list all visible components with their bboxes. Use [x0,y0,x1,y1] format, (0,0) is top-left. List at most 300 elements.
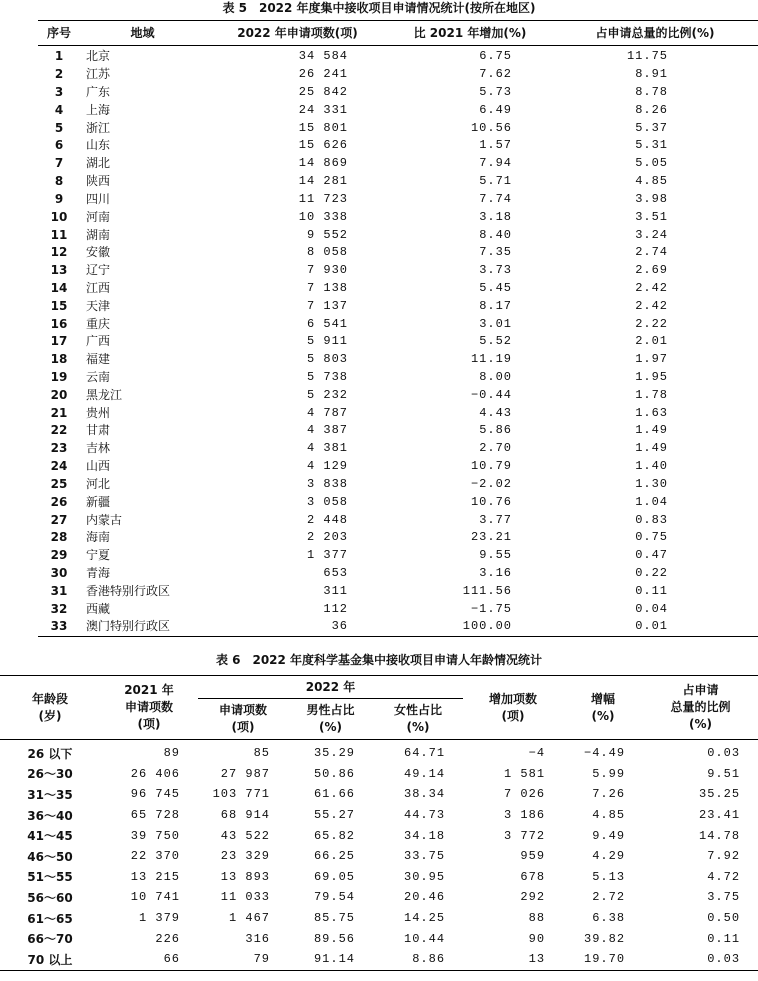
cell-share: 11.75 [626,49,668,64]
cell-region: 宁夏 [86,548,111,563]
cell-seq: 22 [50,423,68,438]
cell-male-ratio: 35.29 [313,746,355,761]
cell-applications-2022: 27 987 [220,766,270,781]
cell-region: 山东 [86,138,111,153]
apps-header-line2: (项) [231,720,255,734]
cell-share: 0.75 [635,530,668,545]
cell-age-range: 46～50 [27,849,73,864]
table-row [0,949,758,970]
cell-applications-2021: 22 370 [130,849,180,864]
col-header-region: 地域 [80,21,205,46]
cell-increase: 8.17 [479,298,512,313]
cell-applications-2021: 39 750 [130,828,180,843]
cell-share: 0.01 [635,619,668,634]
table-row [0,784,758,805]
cell-female-ratio: 20.46 [404,890,446,905]
cell-applications-2022: 11 033 [220,890,270,905]
cell-share: 5.05 [635,156,668,171]
table5-caption: 表 5 2022 年度集中接收项目申请情况统计(按所在地区) [222,1,536,15]
cell-share: 3.24 [635,227,668,242]
table-row [0,740,758,764]
cell-increase: 5.86 [479,423,512,438]
col-header-increase-vs-2021: 比 2021 年增加(%) [390,21,550,46]
cell-share: 3.51 [635,209,668,224]
cell-female-ratio: 8.86 [412,952,446,967]
cell-male-ratio: 91.14 [313,952,355,967]
cell-increase-count: 90 [528,931,546,946]
cell-age-range: 26 以下 [27,746,73,761]
cell-seq: 13 [50,263,68,278]
cell-seq: 17 [50,334,68,349]
table-row [38,226,758,244]
cell-seq: 12 [50,245,68,260]
cell-seq: 6 [54,138,64,153]
table-row [38,351,758,369]
table5-header-row [38,21,758,46]
cell-seq: 21 [50,405,68,420]
cell-female-ratio: 38.34 [404,787,446,802]
cell-share: 1.40 [635,459,668,474]
cell-share: 0.83 [635,512,668,527]
table5-region-stats [38,20,758,637]
cell-region: 香港特别行政区 [86,583,171,598]
cell-applications-2022: 11 723 [298,191,348,206]
cell-share: 2.01 [635,334,668,349]
table-row [38,476,758,494]
cell-increase-count: 959 [520,849,546,864]
cell-share: 1.78 [635,387,668,402]
cell-seq: 23 [50,441,68,456]
cell-applications-2022: 9 552 [306,227,348,242]
cell-increase: 3.16 [479,565,512,580]
col-header-share-of-total: 占申请总量的比例(%) [550,21,758,46]
cell-region: 湖北 [86,156,111,171]
col-header-increase-count [463,676,563,740]
table6-header-row-1 [0,676,758,699]
cell-seq: 33 [50,619,68,634]
table-row [38,191,758,209]
cell-increase: 7.62 [479,67,512,82]
cell-female-ratio: 49.14 [404,766,446,781]
table-row [38,582,758,600]
cell-share: 2.42 [635,298,668,313]
cell-age-range: 31～35 [27,787,73,802]
cell-region: 辽宁 [86,263,111,278]
cell-applications-2021: 10 741 [130,890,180,905]
cell-applications-2021: 65 728 [130,808,180,823]
cell-region: 内蒙古 [86,512,123,527]
cell-male-ratio: 89.56 [313,931,355,946]
col-header-2022-applications [198,699,288,740]
cell-applications-2022: 14 869 [298,156,348,171]
cell-female-ratio: 14.25 [404,911,446,926]
cell-increase: 3.18 [479,209,512,224]
table-row [0,764,758,785]
cell-applications-2022: 1 377 [306,548,348,563]
cell-increase: 5.73 [479,85,512,100]
cell-increase: 9.55 [479,548,512,563]
cell-increase: 1.57 [479,138,512,153]
cell-growth: 19.70 [584,952,626,967]
cell-region: 安徽 [86,245,111,260]
cell-region: 西藏 [86,601,111,616]
cell-region: 江西 [86,280,111,295]
cell-region: 福建 [86,352,111,367]
cell-region: 北京 [86,49,111,64]
cell-share: 8.78 [635,85,668,100]
table-row [38,280,758,298]
cell-applications-2021: 13 215 [130,869,180,884]
table-row [0,825,758,846]
cell-increase: 5.71 [479,174,512,189]
cell-seq: 8 [54,174,64,189]
table-row [38,511,758,529]
cell-applications-2021: 96 745 [130,787,180,802]
table-row [38,208,758,226]
cell-applications-2022: 4 381 [306,441,348,456]
table-row [38,386,758,404]
cell-applications-2022: 2 203 [306,530,348,545]
y2021-header-line1: 2021 年 [124,683,174,697]
table-row [38,404,758,422]
col-header-share [643,676,758,740]
cell-applications-2022: 25 842 [298,85,348,100]
growth-header-line2: (%) [591,708,615,723]
cell-increase: 23.21 [470,530,512,545]
cell-growth: 5.99 [592,766,626,781]
cell-share: 1.04 [635,494,668,509]
cell-region: 浙江 [86,120,111,135]
cell-share: 4.85 [635,174,668,189]
cell-applications-2022: 13 893 [220,869,270,884]
cell-region: 江苏 [86,67,111,82]
cell-share: 23.41 [699,808,741,823]
cell-increase-count: 7 026 [504,787,546,802]
cell-seq: 2 [54,67,64,82]
table-row [38,155,758,173]
cell-growth: 39.82 [584,931,626,946]
cell-applications-2022: 6 541 [306,316,348,331]
cell-region: 湖南 [86,227,111,242]
cell-seq: 4 [54,102,64,117]
cell-applications-2022: 36 [331,619,348,634]
cell-applications-2021: 226 [155,931,180,946]
cell-applications-2022: 653 [323,565,348,580]
cell-seq: 7 [54,156,64,171]
cell-increase: 6.49 [479,102,512,117]
cell-share: 3.98 [635,191,668,206]
table6-caption: 表 6 2022 年度科学基金集中接收项目申请人年龄情况统计 [215,653,543,667]
share-header-line3: (%) [689,717,713,731]
col-group-header-2022: 2022 年 [198,676,463,699]
cell-growth: 2.72 [592,890,626,905]
table-row [0,928,758,949]
cell-share: 0.47 [635,548,668,563]
cell-male-ratio: 65.82 [313,828,355,843]
cell-share: 0.03 [707,952,741,967]
table-row [38,565,758,583]
cell-applications-2022: 5 911 [306,334,348,349]
table-row [38,84,758,102]
cell-female-ratio: 30.95 [404,869,446,884]
table-row [38,369,758,387]
cell-region: 甘肃 [86,423,111,438]
share-header-line1: 占申请 [682,683,719,697]
cell-female-ratio: 33.75 [404,849,446,864]
table-row [38,101,758,119]
cell-increase: 8.00 [479,370,512,385]
table-row [38,493,758,511]
col-header-male-ratio [288,699,373,740]
cell-share: 5.37 [635,120,668,135]
female-header-line2: (%) [406,720,430,734]
cell-seq: 31 [50,583,68,598]
cell-seq: 19 [50,370,68,385]
cell-applications-2022: 103 771 [212,787,270,802]
age-header-line1: 年龄段 [31,691,68,706]
table-row [38,618,758,636]
table-row [38,119,758,137]
cell-region: 重庆 [86,316,111,331]
cell-share: 9.51 [707,766,741,781]
cell-applications-2022: 23 329 [220,849,270,864]
cell-increase-count: 292 [520,890,546,905]
cell-male-ratio: 85.75 [313,911,355,926]
cell-region: 上海 [86,102,111,117]
cell-female-ratio: 10.44 [404,931,446,946]
cell-increase: 3.73 [479,263,512,278]
cell-applications-2022: 34 584 [298,49,348,64]
cell-increase: 100.00 [462,619,512,634]
table-row [38,422,758,440]
cell-increase: 3.77 [479,512,512,527]
cell-increase: −0.44 [470,387,512,402]
cell-share: 7.92 [707,849,741,864]
cell-applications-2022: 85 [253,746,270,761]
cell-share: 0.50 [707,911,741,926]
cell-applications-2022: 24 331 [298,102,348,117]
inc-header-line1: 增加项数 [489,691,538,706]
cell-increase: 4.43 [479,405,512,420]
cell-increase-count: 88 [528,911,546,926]
cell-increase-count: 678 [520,869,546,884]
cell-applications-2022: 79 [253,952,270,967]
male-header-line1: 男性占比 [306,703,355,717]
cell-seq: 24 [50,459,68,474]
cell-region: 四川 [86,191,111,206]
cell-seq: 3 [54,85,64,100]
table-row [38,137,758,155]
cell-growth: 5.13 [592,869,626,884]
y2021-header-line2: 申请项数 [124,700,173,714]
cell-region: 黑龙江 [86,387,123,402]
cell-share: 0.11 [635,583,668,598]
cell-share: 1.49 [635,441,668,456]
cell-age-range: 61～65 [27,911,73,926]
cell-share: 5.31 [635,138,668,153]
cell-region: 澳门特别行政区 [86,619,171,634]
cell-increase: 10.79 [470,459,512,474]
cell-male-ratio: 69.05 [313,869,355,884]
cell-region: 广东 [86,85,111,100]
cell-region: 陕西 [86,174,111,189]
cell-increase-count: −4 [528,746,546,761]
cell-share: 14.78 [699,828,741,843]
cell-seq: 28 [50,530,68,545]
cell-growth: 6.38 [592,911,626,926]
cell-applications-2022: 14 281 [298,174,348,189]
cell-applications-2022: 4 129 [306,459,348,474]
cell-region: 河北 [86,476,111,491]
cell-seq: 9 [54,191,64,206]
cell-male-ratio: 55.27 [313,808,355,823]
cell-applications-2021: 89 [163,746,180,761]
cell-applications-2022: 7 138 [306,280,348,295]
cell-male-ratio: 61.66 [313,787,355,802]
cell-share: 0.11 [707,931,741,946]
cell-applications-2022: 311 [323,583,348,598]
cell-region: 海南 [86,530,111,545]
cell-share: 3.75 [707,890,741,905]
cell-applications-2022: 5 803 [306,352,348,367]
table6-age-stats [0,675,758,971]
table-row [38,600,758,618]
cell-female-ratio: 64.71 [404,746,446,761]
cell-share: 0.03 [707,746,741,761]
cell-increase: 7.74 [479,191,512,206]
cell-seq: 30 [50,565,68,580]
cell-age-range: 51～55 [27,870,73,885]
cell-applications-2022: 26 241 [298,67,348,82]
cell-increase: 3.01 [479,316,512,331]
cell-applications-2021: 26 406 [130,766,180,781]
cell-increase-count: 1 581 [504,766,546,781]
table-row [38,262,758,280]
cell-age-range: 56～60 [27,890,73,905]
cell-applications-2022: 1 467 [228,911,270,926]
cell-applications-2022: 5 738 [306,370,348,385]
cell-share: 1.95 [635,370,668,385]
cell-male-ratio: 79.54 [313,890,355,905]
cell-seq: 10 [50,209,68,224]
cell-seq: 18 [50,352,68,367]
cell-age-range: 66～70 [27,932,73,947]
cell-share: 1.63 [635,405,668,420]
cell-seq: 1 [54,49,64,64]
col-header-growth [563,676,643,740]
cell-applications-2022: 3 058 [306,494,348,509]
table-row [0,867,758,888]
cell-female-ratio: 44.73 [404,808,446,823]
age-header-line2: (岁) [38,708,62,723]
cell-share: 4.72 [707,869,741,884]
cell-growth: 4.85 [592,808,626,823]
cell-increase: 11.19 [470,352,512,367]
col-header-seq: 序号 [38,21,80,46]
cell-seq: 5 [54,120,64,135]
cell-age-range: 70 以上 [27,952,73,967]
cell-share: 0.22 [635,565,668,580]
table-row [38,458,758,476]
table-row [0,846,758,867]
cell-applications-2022: 7 137 [306,298,348,313]
cell-seq: 26 [50,494,68,509]
cell-increase: 10.76 [470,494,512,509]
cell-applications-2022: 68 914 [220,808,270,823]
cell-increase: 6.75 [479,49,512,64]
cell-applications-2021: 66 [163,952,180,967]
col-header-applications-2022: 2022 年申请项数(项) [205,21,390,46]
cell-age-range: 36～40 [27,808,73,823]
table-row [38,173,758,191]
male-header-line2: (%) [319,720,342,734]
cell-applications-2022: 10 338 [298,209,348,224]
cell-increase-count: 13 [528,952,546,967]
cell-region: 广西 [86,334,111,349]
cell-region: 青海 [86,565,111,580]
cell-increase: 8.40 [479,227,512,242]
cell-applications-2022: 43 522 [220,828,270,843]
col-header-2021-applications [100,676,198,740]
col-header-age [0,676,100,740]
cell-age-range: 41～45 [27,829,73,844]
cell-seq: 20 [50,387,68,402]
cell-share: 8.91 [635,67,668,82]
cell-applications-2022: 15 801 [298,120,348,135]
cell-region: 吉林 [86,441,111,456]
cell-share: 2.74 [635,245,668,260]
table-row [0,887,758,908]
col-header-female-ratio [373,699,463,740]
table-row [38,547,758,565]
cell-share: 2.42 [635,280,668,295]
cell-applications-2022: 3 838 [306,476,348,491]
table-row [38,529,758,547]
cell-age-range: 26～30 [27,767,73,782]
cell-applications-2022: 5 232 [306,387,348,402]
cell-increase-count: 3 186 [504,808,546,823]
cell-region: 天津 [86,298,111,313]
table-row [38,440,758,458]
cell-applications-2022: 8 058 [306,245,348,260]
cell-increase-count: 3 772 [504,828,546,843]
cell-increase: 5.52 [479,334,512,349]
cell-increase: 7.94 [479,156,512,171]
female-header-line1: 女性占比 [394,703,443,717]
cell-applications-2022: 7 930 [306,263,348,278]
table-row [0,805,758,826]
cell-increase: 2.70 [479,441,512,456]
cell-male-ratio: 66.25 [313,849,355,864]
cell-increase: −1.75 [470,601,512,616]
cell-share: 1.97 [635,352,668,367]
cell-seq: 29 [50,548,68,563]
inc-header-line2: (项) [501,708,525,723]
cell-region: 河南 [86,209,111,224]
cell-share: 1.30 [635,476,668,491]
table-row [38,297,758,315]
cell-region: 贵州 [86,405,111,420]
table-row [38,244,758,262]
cell-seq: 14 [50,280,68,295]
table-row [38,66,758,84]
cell-share: 2.22 [635,316,668,331]
cell-region: 山西 [86,459,111,474]
cell-seq: 25 [50,476,68,491]
cell-increase: −2.02 [470,476,512,491]
cell-seq: 11 [50,227,68,242]
cell-share: 35.25 [699,787,741,802]
